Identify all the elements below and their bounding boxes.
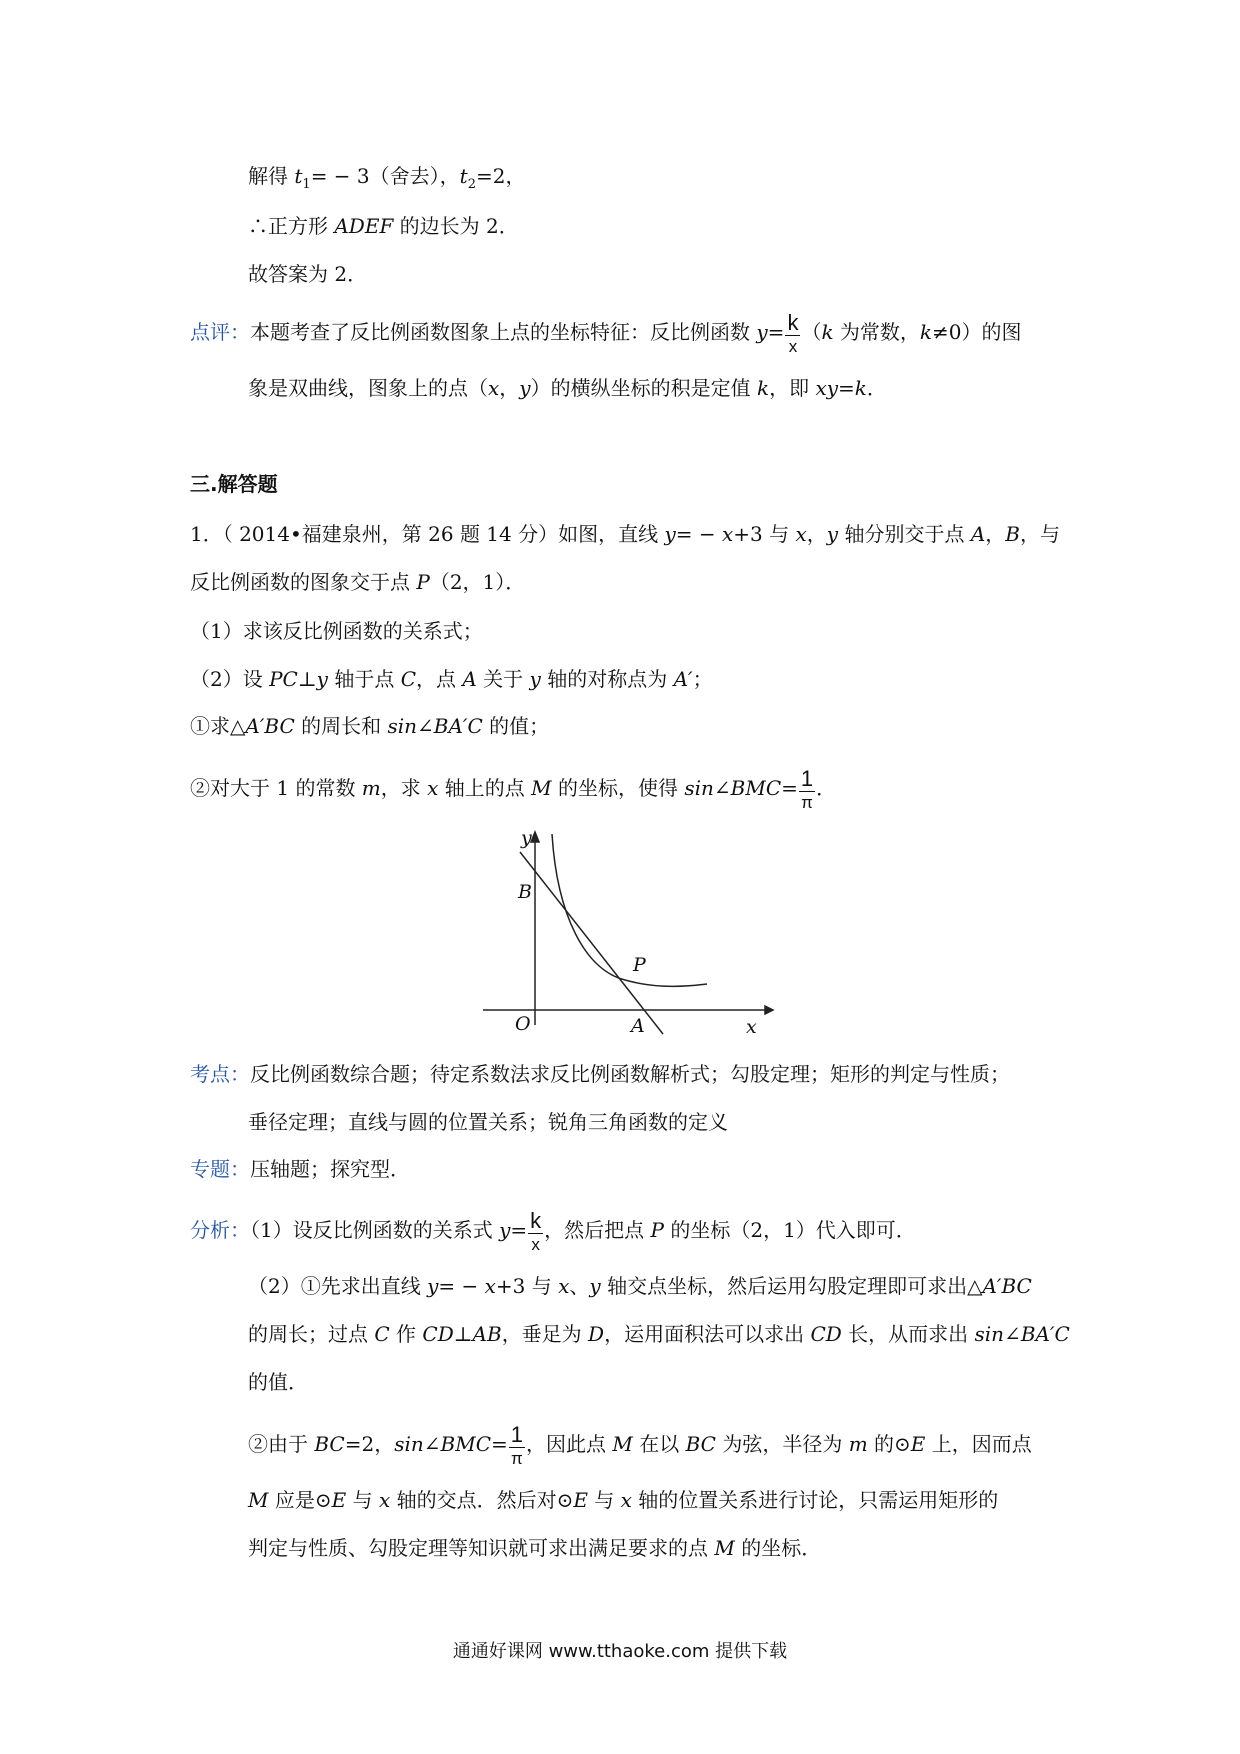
function-graph xyxy=(475,820,775,1040)
problem-line-2: 反比例函数的图象交于点 P（2，1）． xyxy=(190,570,526,594)
section-title: 三.解答题 xyxy=(190,472,278,496)
fraction-k-over-x: $\frac{k}{x}$ xyxy=(787,310,799,356)
label-o: O xyxy=(515,1013,531,1035)
fenxi-line-2: （2）①先求出直线 y= − x+3 与 x、y 轴交点坐标，然后运用勾股定理即可求出△A′BC xyxy=(248,1274,1032,1298)
fenxi-line-3: 的周长；过点 C 作 CD⊥AB，垂足为 D，运用面积法可以求出 CD 长，从而求出 sin∠BA′C xyxy=(248,1322,1070,1346)
x-axis-arrow xyxy=(765,1006,773,1014)
kaodian-label: 考点： xyxy=(190,1062,250,1086)
zhuanti-label: 专题： xyxy=(190,1157,250,1181)
label-b: B xyxy=(518,881,532,903)
pingyu-line-1: 点评：本题考查了反比例函数图象上点的坐标特征：反比例函数 y= $\frac{k}{x}$ （k 为常数，k≠0）的图 xyxy=(190,310,1022,356)
label-x: x xyxy=(746,1016,757,1038)
label-a: A xyxy=(631,1015,645,1037)
problem-line-1: 1．（ 2014•福建泉州，第 26 题 14 分）如图，直线 y= − x+3 与 x，y 轴分别交于点 A，B，与 xyxy=(190,522,1060,546)
solution-line-3: 故答案为 2． xyxy=(248,262,368,286)
fenxi-line-4: 的值． xyxy=(248,1370,308,1394)
pingyu-label: 点评： xyxy=(190,320,250,344)
question-1: （1）求该反比例函数的关系式； xyxy=(190,619,483,643)
fenxi-label: 分析： xyxy=(190,1218,250,1242)
fraction-1-over-pi: $\frac{1}{\pi}$ xyxy=(800,766,814,812)
fraction-k-over-x-2: $\frac{k}{x}$ xyxy=(530,1208,542,1254)
zhuanti-line: 专题：压轴题；探究型． xyxy=(190,1157,410,1181)
solution-line-1: 解得 $t_1= - 3$（舍去），$t_2=2$， xyxy=(248,164,526,192)
label-y: y xyxy=(521,827,532,849)
fraction-1-over-pi-2: $\frac{1}{\pi}$ xyxy=(510,1422,524,1468)
hyperbola xyxy=(552,834,707,986)
y-axis-arrow xyxy=(531,832,539,842)
footer: 通通好课网 www.tthaoke.com 提供下载 xyxy=(452,1641,788,1662)
kaodian-line-2: 垂径定理；直线与圆的位置关系；锐角三角函数的定义 xyxy=(248,1110,728,1134)
pingyu-line-2: 象是双曲线，图象上的点（x，y）的横纵坐标的积是定值 k，即 xy=k． xyxy=(248,376,887,400)
label-p: P xyxy=(633,954,646,976)
fenxi-line-7: 判定与性质、勾股定理等知识就可求出满足要求的点 M 的坐标． xyxy=(248,1536,822,1560)
question-2: （2）设 PC⊥y 轴于点 C，点 A 关于 y 轴的对称点为 A′； xyxy=(190,667,713,691)
line-ab xyxy=(520,852,663,1034)
fenxi-line-6: M 应是⊙E 与 x 轴的交点．然后对⊙E 与 x 轴的位置关系进行讨论，只需运用矩形的 xyxy=(248,1488,999,1512)
question-2-part-1: ①求△A′BC 的周长和 sin∠BA′C 的值； xyxy=(190,714,550,738)
question-2-part-2: ②对大于 1 的常数 m，求 x 轴上的点 M 的坐标，使得 sin∠BMC= $\frac{1}{\pi}$ ． xyxy=(190,766,837,812)
fenxi-line-1: 分析：（1）设反比例函数的关系式 y= $\frac{k}{x}$ ，然后把点 P 的坐标（2，1）代入即可． xyxy=(190,1208,916,1254)
solution-line-2: ∴正方形 ADEF 的边长为 2． xyxy=(248,214,519,238)
fenxi-line-5: ②由于 BC=2，sin∠BMC= $\frac{1}{\pi}$ ，因此点 M 在以 BC 为弦，半径为 m 的⊙E 上，因而点 xyxy=(248,1422,1032,1468)
kaodian-line-1: 考点：反比例函数综合题；待定系数法求反比例函数解析式；勾股定理；矩形的判定与性质； xyxy=(190,1062,1010,1086)
